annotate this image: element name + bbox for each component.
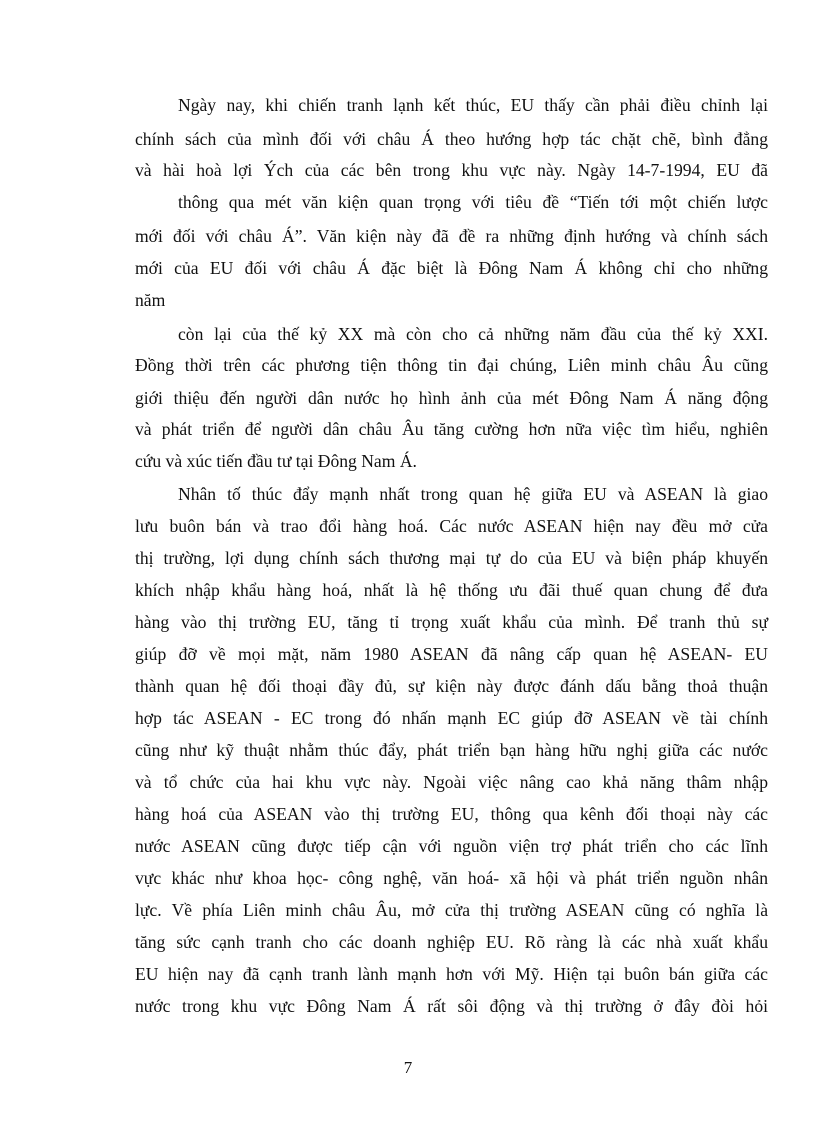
- text-line: lưu buôn bán và trao đổi hàng hoá. Các nước ASEAN hiện nay đều mở cửa: [135, 516, 768, 536]
- text-line: thị trường, lợi dụng chính sách thương mại tự do của EU và biện pháp khuyến: [135, 548, 768, 568]
- text-line: hợp tác ASEAN - EC trong đó nhấn mạnh EC giúp đỡ ASEAN về tài chính: [135, 708, 768, 728]
- text-line: hàng hoá của ASEAN vào thị trường EU, thông qua kênh đối thoại này các: [135, 804, 768, 824]
- text-line: và tổ chức của hai khu vực này. Ngoài việc nâng cao khả năng thâm nhập: [135, 772, 768, 792]
- text-line: mới của EU đối với châu Á đặc biệt là Đông Nam Á không chỉ cho những: [135, 258, 768, 278]
- text-line: và phát triển để người dân châu Âu tăng cường hơn nữa việc tìm hiểu, nghiên: [135, 419, 768, 439]
- text-line: khích nhập khẩu hàng hoá, nhất là hệ thống ưu đãi thuế quan chung để đưa: [135, 580, 768, 600]
- text-line: và hài hoà lợi Ých của các bên trong khu vực này. Ngày 14-7-1994, EU đã: [135, 160, 768, 180]
- text-line: Ngày nay, khi chiến tranh lạnh kết thúc, EU thấy cần phải điều chỉnh lại: [178, 95, 768, 115]
- page-number: 7: [403, 1058, 413, 1077]
- text-line: giới thiệu đến người dân nước họ hình ảnh của mét Đông Nam Á năng động: [135, 388, 768, 408]
- text-line: EU hiện nay đã cạnh tranh lành mạnh hơn với Mỹ. Hiện tại buôn bán giữa các: [135, 964, 768, 984]
- text-line: Đồng thời trên các phương tiện thông tin đại chúng, Liên minh châu Âu cũng: [135, 355, 768, 375]
- text-line: giúp đỡ về mọi mặt, năm 1980 ASEAN đã nâng cấp quan hệ ASEAN- EU: [135, 644, 768, 664]
- text-line: nước ASEAN cũng được tiếp cận với nguồn viện trợ phát triển cho các lĩnh: [135, 836, 768, 856]
- text-line: nước trong khu vực Đông Nam Á rất sôi động và thị trường ở đây đòi hỏi: [135, 996, 768, 1016]
- text-line: Nhân tố thúc đẩy mạnh nhất trong quan hệ giữa EU và ASEAN là giao: [178, 484, 768, 504]
- text-line: cứu và xúc tiến đầu tư tại Đông Nam Á.: [135, 451, 417, 471]
- text-line: còn lại của thế kỷ XX mà còn cho cả những năm đầu của thế kỷ XXI.: [178, 324, 768, 344]
- text-line: mới đối với châu Á”. Văn kiện này đã đề ra những định hướng và chính sách: [135, 226, 768, 246]
- text-line: lực. Về phía Liên minh châu Âu, mở cửa thị trường ASEAN cũng có nghĩa là: [135, 900, 768, 920]
- text-line: năm: [135, 290, 166, 310]
- text-line: chính sách của mình đối với châu Á theo hướng hợp tác chặt chẽ, bình đẳng: [135, 129, 768, 149]
- text-line: thông qua mét văn kiện quan trọng với tiêu đề “Tiến tới một chiến lược: [178, 192, 768, 212]
- text-line: hàng vào thị trường EU, tăng tỉ trọng xuất khẩu của mình. Để tranh thủ sự: [135, 612, 768, 632]
- text-line: thành quan hệ đối thoại đầy đủ, sự kiện này được đánh dấu bằng thoả thuận: [135, 676, 768, 696]
- text-line: cũng như kỹ thuật nhằm thúc đẩy, phát triển bạn hàng hữu nghị giữa các nước: [135, 740, 768, 760]
- text-line: vực khác như khoa học- công nghệ, văn hoá- xã hội và phát triển nguồn nhân: [135, 868, 768, 888]
- text-line: tăng sức cạnh tranh cho các doanh nghiệp EU. Rõ ràng là các nhà xuất khẩu: [135, 932, 768, 952]
